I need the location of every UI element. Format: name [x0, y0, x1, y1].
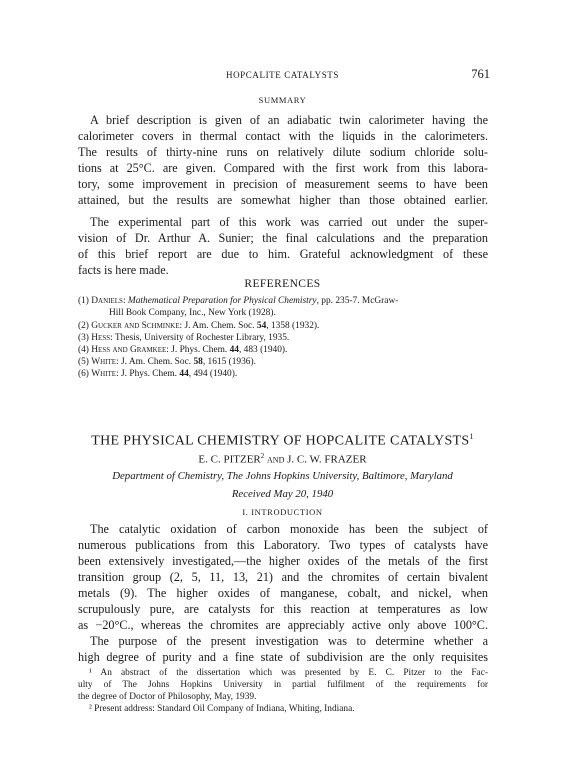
reference-author: Gucker and Schminke	[91, 321, 180, 331]
acknowledgment-line: vision of Dr. Arthur A. Sunier; the final calculations and the preparation	[78, 231, 488, 245]
section-heading: I. INTRODUCTION	[242, 507, 323, 517]
running-title: HOPCALITE CATALYSTS	[225, 70, 340, 80]
summary-line: tory, some improvement in precision of measurement seems to have been	[78, 177, 488, 191]
reference-item: (3) Hess: Thesis, University of Rochester Library, 1935.	[78, 333, 290, 343]
acknowledgment-line: The experimental part of this work was carried out under the super-	[90, 215, 488, 229]
reference-detail: , pp. 235-7. McGraw-	[316, 296, 399, 306]
reference-item: (1) Daniels: Mathematical Preparation for Physical Chemistry, pp. 235-7. McGraw-	[78, 296, 399, 306]
references-heading: REFERENCES	[244, 278, 321, 290]
author-affiliation: Department of Chemistry, The Johns Hopkins University, Baltimore, Maryland	[112, 470, 453, 482]
reference-number: (5)	[78, 357, 89, 367]
intro-line: The purpose of the present investigation was to determine whether a	[90, 634, 488, 648]
reference-item: (2) Gucker and Schminke: J. Am. Chem. Soc. 54, 1358 (1932).	[78, 321, 320, 331]
reference-volume: 44	[179, 369, 189, 379]
intro-line: high degree of purity and a fine state of subdivision are the only requisites	[78, 650, 488, 664]
intro-line: numerous publications from this Laboratory. Two types of catalysts have	[78, 538, 488, 552]
acknowledgment-line: facts is here made.	[78, 263, 169, 277]
reference-pages: , 1358 (1932).	[266, 321, 320, 331]
reference-number: (2)	[78, 321, 89, 331]
page-number: 761	[471, 67, 490, 81]
reference-continuation: Hill Book Company, Inc., New York (1928).	[109, 308, 276, 318]
reference-journal: J. Phys. Chem.	[171, 345, 230, 355]
summary-line: A brief description is given of an adiabatic twin calorimeter having the	[90, 113, 488, 127]
reference-volume: 44	[229, 345, 239, 355]
article-title	[0, 432, 565, 450]
reference-pages: , 494 (1940).	[188, 369, 238, 379]
intro-line: The catalytic oxidation of carbon monoxide has been the subject of	[90, 522, 488, 536]
summary-line: The results of thirty-nine runs on relatively dilute sodium chloride solu-	[78, 145, 488, 159]
received-date: Received May 20, 1940	[231, 488, 334, 500]
title-footnote-marker: 1	[469, 432, 474, 441]
reference-detail: Thesis, University of Rochester Library, 1935.	[114, 333, 290, 343]
reference-book-title: Mathematical Preparation for Physical Chemistry	[127, 296, 317, 306]
reference-author: Daniels	[91, 296, 123, 306]
summary-line: attained, but the results are somewhat higher than those obtained earlier.	[78, 193, 488, 207]
reference-item: (5) White: J. Am. Chem. Soc. 58, 1615 (1936).	[78, 357, 256, 367]
acknowledgment-line: of this brief report are due to him. Grateful acknowledgment of these	[78, 247, 488, 261]
article-title-text: THE PHYSICAL CHEMISTRY OF HOPCALITE CATALYSTS	[91, 433, 470, 449]
intro-line: been extensively investigated,—the higher oxides of the metals of the first	[78, 554, 488, 568]
intro-line: as −20°C., whereas the chromites are appreciably active only above 100°C.	[78, 618, 488, 632]
intro-line: metals (9). The higher oxides of manganese, cobalt, and nickel, when	[78, 586, 488, 600]
reference-volume: 54	[256, 321, 267, 331]
intro-line: scrupulously pure, are catalysts for this reaction at temperatures as low	[78, 602, 488, 616]
intro-line: transition group (2, 5, 11, 13, 21) and the chromites of certain bivalent	[78, 570, 488, 584]
reference-volume: 58	[193, 357, 203, 367]
footnote-line: ¹ An abstract of the dissertation which was presented by E. C. Pitzer to the Fac-	[89, 668, 488, 678]
reference-author: Hess and Gramkee	[91, 345, 167, 355]
reference-author: White	[91, 357, 117, 367]
reference-item: (6) White: J. Phys. Chem. 44, 494 (1940).	[78, 369, 238, 379]
footnote-line: ² Present address: Standard Oil Company of Indiana, Whiting, Indiana.	[89, 704, 355, 714]
reference-number: (1)	[78, 296, 89, 306]
summary-line: calorimeter covers in thermal contact with the liquids in the calorimeters.	[78, 129, 488, 143]
reference-number: (6)	[78, 369, 89, 379]
summary-line: tions at 25°C. are given. Compared with the first work from this labora-	[78, 161, 488, 175]
article-authors	[0, 452, 565, 466]
reference-journal: J. Am. Chem. Soc.	[121, 357, 194, 367]
reference-author: Hess	[91, 333, 111, 343]
reference-number: (3)	[78, 333, 89, 343]
summary-heading: SUMMARY	[258, 95, 307, 105]
reference-item: (4) Hess and Gramkee: J. Phys. Chem. 44, 483 (1940).	[78, 345, 288, 355]
author-name: E. C. PITZER	[198, 453, 261, 466]
author-conjunction: and	[267, 453, 285, 466]
author-name: J. C. W. FRAZER	[287, 453, 367, 466]
reference-journal: J. Phys. Chem.	[121, 369, 180, 379]
author-footnote-marker: 2	[260, 452, 265, 460]
reference-author: White	[91, 369, 117, 379]
reference-pages: , 483 (1940).	[238, 345, 288, 355]
reference-journal: J. Am. Chem. Soc.	[184, 321, 257, 331]
footnote-line: ulty of The Johns Hopkins University in partial fulfilment of the requirements for	[78, 680, 488, 690]
reference-number: (4)	[78, 345, 89, 355]
reference-pages: , 1615 (1936).	[202, 357, 256, 367]
footnote-line: the degree of Doctor of Philosophy, May, 1939.	[78, 692, 257, 702]
